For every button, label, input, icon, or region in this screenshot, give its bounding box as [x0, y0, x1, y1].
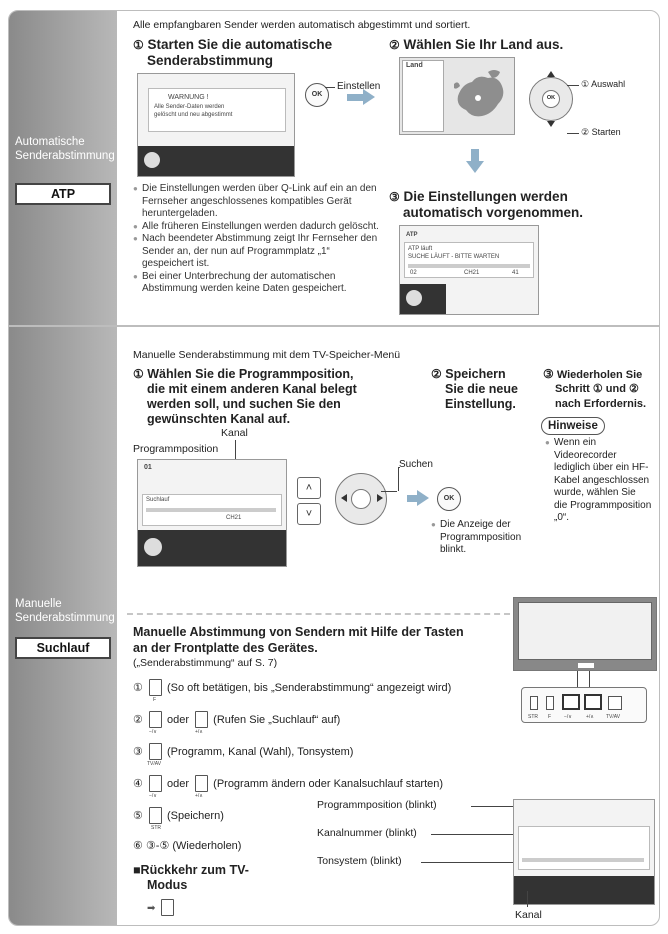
manual-step1-l1: Wählen Sie die Programmposition,	[147, 367, 354, 381]
atp-down-arrow-icon	[547, 121, 555, 127]
atp-step3-title-l1: Die Einstellungen werden	[403, 189, 568, 204]
atp-step1-num: ①	[133, 38, 144, 52]
atp-screen3-col1: 02	[410, 270, 417, 276]
label-kanal: Kanal	[221, 427, 248, 439]
manual-step3-l1: Wiederholen Sie	[556, 369, 643, 381]
manual-step2-l2: Sie die neue	[445, 382, 518, 396]
channel-down-button[interactable]: ˅	[297, 503, 321, 525]
tv-illustration	[513, 597, 657, 671]
manual-step1-l2: die mit einem anderen Kanal belegt	[147, 382, 357, 396]
manual-step2-num: ②	[431, 367, 442, 381]
hinweise-line-7: „0“.	[554, 512, 569, 523]
key-minus-button-2[interactable]	[149, 775, 162, 792]
atp-screen2-title: Land	[406, 62, 423, 69]
atp-ok-button-1[interactable]: OK	[305, 83, 329, 107]
atp-screen1-band	[138, 146, 294, 176]
manual-step3-num: ③	[543, 367, 554, 381]
atp-progress-bar	[408, 264, 530, 268]
front-ref: („Senderabstimmung“ auf S. 7)	[133, 657, 278, 669]
atp-screen3-line2: SUCHE LÄUFT - BITTE WARTEN	[408, 254, 500, 260]
manual-note-blink: ● Die Anzeige der Programmposition blinkt.	[431, 519, 522, 555]
return-title-l1: ■Rückkehr zum TV-	[133, 863, 249, 877]
key-minus-button[interactable]	[149, 711, 162, 728]
front-step-5: ⑤ (Speichern)	[133, 810, 224, 822]
atp-step1-title-l2: Senderabstimmung	[147, 53, 274, 68]
atp-step2-num: ②	[389, 38, 400, 52]
atp-screen1-line2: Alle Sender-Daten werden	[154, 104, 225, 110]
manual-sidebar	[9, 327, 117, 925]
hinweise-text: ● Wenn ein Videorecorder lediglich über ein HF- Kabel angeschlossen wurde, wählen Sie die Programmposition „0“.	[545, 437, 655, 525]
front-title-l2: an der Frontplatte des Gerätes.	[133, 641, 318, 655]
atp-bullet-1: ● Die Einstellungen werden über Q-Link auf ein an den Fernseher angeschlossenes kompatibles Gerät heruntergeladen.	[133, 183, 383, 221]
atp-step3-title-l2: automatisch vorgenommen.	[403, 205, 584, 220]
manual-step3-l3: nach Erfordernis.	[555, 398, 647, 410]
manual-note-line-1: Die Anzeige der	[440, 519, 511, 530]
atp-screen1-line3: gelöscht und neu abgestimmt	[154, 112, 233, 118]
atp-step2-title	[389, 37, 563, 53]
atp-step1-title	[133, 37, 332, 53]
atp-intro: Alle empfangbaren Sender werden automatisch abgestimmt und sortiert.	[133, 19, 471, 31]
manual-step3-l2: Schritt ① und ②	[555, 383, 639, 395]
front-screen	[513, 799, 655, 905]
manual-note-line-3: blinkt.	[440, 544, 467, 555]
hinweise-badge: Hinweise	[541, 417, 605, 435]
atp-up-arrow-icon	[547, 71, 555, 77]
atp-navigation-pad[interactable]	[529, 77, 573, 121]
hinweise-line-3: lediglich über ein HF-	[554, 462, 649, 473]
hinweise-line-6: die Programmposition	[554, 499, 652, 511]
atp-arrow-down	[466, 161, 484, 173]
label-suchen: Suchen	[399, 459, 433, 470]
manual-intro: Manuelle Senderabstimmung mit dem TV-Speicher-Menü	[133, 349, 401, 361]
key-tvav-button[interactable]	[149, 743, 162, 760]
return-arrow-icon: ➡	[147, 903, 156, 914]
manual-step1-l4: gewünschten Kanal auf.	[147, 412, 291, 426]
atp-screen3-title: ATP	[406, 232, 418, 238]
hinweise-line-2: Videorecorder	[554, 449, 617, 461]
hinweise-line-5: wurde, wählen Sie	[554, 487, 636, 498]
manual-note-line-2: Programmposition	[440, 531, 522, 543]
atp-screen-warning	[137, 73, 295, 177]
key-plus-button[interactable]	[195, 711, 208, 728]
manual-side-title: Manuelle Senderabstimmung	[15, 598, 115, 624]
atp-step3-num: ③	[389, 190, 400, 204]
hinweise-line-1: Wenn ein	[554, 437, 597, 448]
atp-bullets	[133, 183, 383, 296]
label-tonsystem-blinkt: Tonsystem (blinkt)	[317, 855, 402, 867]
hinweise-line-4: Kabel angeschlossen	[554, 474, 650, 486]
atp-step1-title-l1: Starten Sie die automatische	[147, 37, 333, 52]
atp-section	[8, 10, 660, 326]
front-step-4: ④ oder (Programm ändern oder Kanalsuchlauf starten)	[133, 778, 444, 790]
key-return-button[interactable]	[161, 899, 174, 916]
atp-screen3-col2: CH21	[464, 270, 480, 276]
front-step-3: ③ (Programm, Kanal (Wahl), Tonsystem)	[133, 746, 354, 758]
label-programmposition: Programmposition	[133, 443, 219, 455]
atp-bullet-2: ● Alle früheren Einstellungen werden dadurch gelöscht.	[133, 221, 383, 234]
atp-screen3-line1: ATP läuft	[408, 246, 433, 252]
manual-section	[8, 326, 660, 926]
return-title-l2: Modus	[147, 878, 188, 892]
label-kanal-bottom: Kanal	[515, 909, 542, 921]
front-step-6: ⑥ ③-⑤ (Wiederholen)	[133, 840, 242, 852]
atp-callout-auswahl: ① Auswahl	[581, 79, 626, 89]
key-f-button[interactable]	[149, 679, 162, 696]
manual-step2-l1: Speichern	[445, 367, 506, 381]
key-str-button[interactable]	[149, 807, 162, 824]
atp-callout-einstellen: Einstellen	[337, 81, 381, 92]
atp-content	[127, 11, 653, 325]
atp-step2-title-text: Wählen Sie Ihr Land aus.	[403, 37, 564, 52]
label-programmposition-blinkt: Programmposition (blinkt)	[317, 799, 437, 811]
atp-bullet-4: ● Bei einer Unterbrechung der automatischen Abstimmung werden keine Daten gespeichert.	[133, 271, 383, 296]
atp-arrow-right	[363, 89, 375, 105]
front-step-2: ② oder (Rufen Sie „Suchlauf“ auf)	[133, 714, 341, 726]
atp-ok-button-2[interactable]: OK	[542, 90, 560, 108]
key-plus-button-2[interactable]	[195, 775, 208, 792]
atp-screen3-col3: 41	[512, 270, 519, 276]
atp-screen-progress	[399, 225, 539, 315]
manual-step1-l3: werden soll, und suchen Sie den	[147, 397, 341, 411]
manual-screen-value: CH21	[226, 515, 242, 521]
front-content: Manuelle Abstimmung von Sendern mit Hilfe der Tasten an der Frontplatte des Gerätes. („Senderabstimmung“ auf S. 7) ① (So oft betätigen, bis „Senderabstimmung“ angezeigt wird) F ② oder (Rufen Sie „Suchlauf“ auf) −/∨ +/∧ ③ (Programm, Kanal (Wahl), Tonsystem) TV/AV ④ oder (Programm ändern oder Kanalsuchlauf starten) −/∨ +/∧ ⑤ (Speichern) STR ⑥ ③-⑤ (Wiederholen) ■Rückkehr zum TV- Modus ➡ STR F −/∨ +/∧ TV/AV Programmposition (blinkt) Kanalnummer (blinkt) Tonsystem (blinkt) Kanal	[127, 327, 653, 925]
atp-callout-starten: ② Starten	[581, 127, 621, 137]
front-panel-buttons: STR F −/∨ +/∧ TV/AV	[521, 687, 647, 723]
front-title-l1: Manuelle Abstimmung von Sendern mit Hilfe der Tasten	[133, 625, 464, 639]
manual-badge: Suchlauf	[15, 637, 111, 659]
manual-screen-code: 01	[144, 464, 152, 471]
channel-up-button[interactable]: ˄	[297, 477, 321, 499]
manual-screen-label: Suchlauf	[146, 497, 170, 503]
atp-screen-country	[399, 57, 515, 135]
atp-step3-title	[389, 189, 568, 205]
atp-badge: ATP	[15, 183, 111, 205]
europe-map-icon	[448, 66, 512, 128]
manual-step1-num: ①	[133, 367, 144, 381]
atp-screen1-line1: WARNUNG !	[168, 94, 209, 101]
manual-ok-button[interactable]: OK	[437, 487, 461, 511]
atp-sidebar	[9, 11, 117, 325]
manual-step2-l3: Einstellung.	[445, 397, 516, 411]
atp-side-title: Automatische Senderabstimmung	[15, 136, 115, 162]
label-kanalnummer-blinkt: Kanalnummer (blinkt)	[317, 827, 417, 839]
atp-bullet-3: ● Nach beendeter Abstimmung zeigt Ihr Fernseher den Sender an, der nun auf Programmplatz „1“ gespeichert ist.	[133, 233, 383, 271]
front-step-1: ① (So oft betätigen, bis „Senderabstimmung“ angezeigt wird)	[133, 682, 452, 694]
